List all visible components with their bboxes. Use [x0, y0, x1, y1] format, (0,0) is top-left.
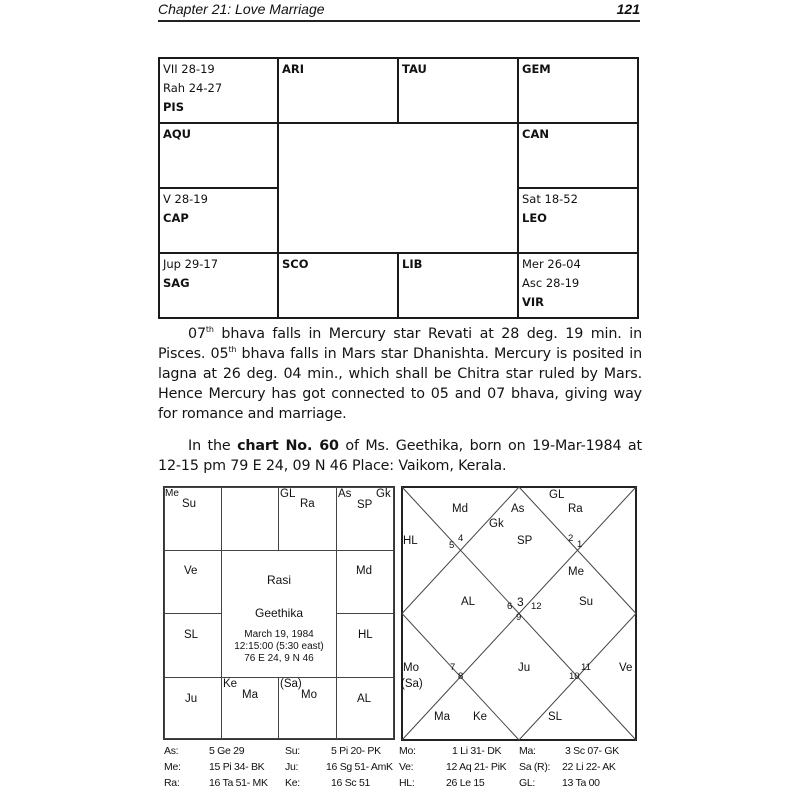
- rasi-house-cap: [164, 613, 222, 678]
- cell-vir: [517, 252, 639, 319]
- rasi-house-lib: [278, 677, 337, 739]
- planet-value: 22 Li 22- AK: [562, 761, 616, 773]
- sign-label: CAP: [163, 211, 189, 225]
- sign-label: CAN: [522, 127, 549, 141]
- house-number: 10: [569, 671, 580, 682]
- planet-label: (Sa): [280, 678, 302, 690]
- rasi-house-aqu: [164, 550, 222, 614]
- planet-label: HL: [403, 535, 418, 547]
- birth-coords: 76 E 24, 9 N 46: [244, 653, 314, 664]
- planet-label: Ma: [434, 711, 450, 723]
- chapter-title: Chapter 21: Love Marriage: [158, 1, 325, 17]
- planet-label: (Sa): [401, 678, 423, 690]
- planet-label: As: [511, 503, 525, 515]
- planet-label: Gk: [489, 518, 504, 530]
- planet-label: Ve: [619, 662, 633, 674]
- house-number: 11: [581, 662, 591, 673]
- planet-value: 5 Ge 29: [209, 745, 245, 757]
- house-number: 8: [458, 671, 464, 682]
- planet-label: SL: [184, 629, 199, 641]
- cell-aqu: [158, 122, 279, 189]
- rasi-house-pis: [164, 487, 222, 551]
- planet-label: Ju: [518, 662, 531, 674]
- planet-label: Ra: [300, 498, 315, 510]
- planet-value: 3 Sc 07- GK: [565, 745, 619, 757]
- rasi-house-sag: [164, 677, 222, 739]
- text: of Ms. Geethika, born on 19-Mar-1984 at 12-15 pm 79 E 24, 09 N 46 Place: Vaikom, Kerala.: [158, 438, 642, 474]
- house-number: 12: [531, 601, 542, 612]
- house-number: 9: [516, 612, 522, 623]
- cell-tau: [397, 57, 519, 124]
- planet-value: 26 Le 15: [446, 777, 485, 789]
- rasi-house-tau: [278, 487, 337, 551]
- planet-key: Ra:: [164, 777, 180, 789]
- body-paragraph-1: [158, 324, 642, 424]
- planet-value: 1 Li 31- DK: [452, 745, 502, 757]
- planet-value: 16 Sc 51: [331, 777, 371, 789]
- planet-label: GL: [280, 488, 296, 500]
- cell-line: Mer 26-04: [522, 257, 581, 271]
- planet-key: Sa (R):: [519, 761, 551, 773]
- house-number: 7: [450, 662, 456, 673]
- planet-label: Ma: [242, 689, 258, 701]
- sign-label: AQU: [163, 127, 192, 141]
- planet-label: Ju: [185, 693, 198, 705]
- cell-leo: [517, 187, 639, 254]
- planet-label: Ve: [184, 565, 198, 577]
- planet-label: Mo: [301, 689, 317, 701]
- planet-label: HL: [358, 629, 373, 641]
- cell-line: Sat 18-52: [522, 192, 578, 206]
- planet-label: Ke: [473, 711, 488, 723]
- cell-line: V 28-19: [163, 192, 208, 206]
- sign-label: PIS: [163, 100, 184, 114]
- planet-label: AL: [357, 693, 372, 705]
- text: 05: [210, 346, 229, 362]
- planet-key: Su:: [285, 745, 300, 757]
- planet-key: Mo:: [399, 745, 416, 757]
- sign-label: SAG: [163, 276, 190, 290]
- planet-label: SP: [357, 499, 373, 511]
- cell-line: Rah 24-27: [163, 81, 223, 95]
- sign-label: LEO: [522, 211, 547, 225]
- planet-label: SP: [517, 535, 533, 547]
- rasi-house-vir: [336, 677, 394, 739]
- cell-gem: [517, 57, 639, 124]
- planet-key: Ve:: [399, 761, 414, 773]
- house-number: 4: [458, 533, 464, 544]
- planet-value: 13 Ta 00: [562, 777, 600, 789]
- text: bhava falls in Mercury star Revati at 28 deg. 19 min. in Pisces.: [158, 326, 642, 362]
- cell-line: Jup 29-17: [163, 257, 219, 271]
- planet-label: Su: [579, 596, 594, 608]
- cell-can: [517, 122, 639, 189]
- planet-label: Md: [356, 565, 372, 577]
- planet-key: HL:: [399, 777, 415, 789]
- house-number: 5: [449, 540, 455, 551]
- chart-reference: chart No. 60: [237, 438, 339, 454]
- planet-label: SL: [548, 711, 563, 723]
- superscript: th: [205, 325, 214, 334]
- sign-label: GEM: [522, 62, 551, 76]
- superscript: th: [228, 345, 237, 354]
- planet-key: As:: [164, 745, 179, 757]
- rasi-house-gem: [336, 487, 394, 551]
- chart-title: Rasi: [266, 573, 291, 587]
- chart-center: [277, 122, 519, 254]
- planet-label: Ke: [223, 678, 238, 690]
- north-style-chart: [401, 486, 637, 741]
- body-paragraph-2: [158, 436, 642, 476]
- house-number: 1: [577, 539, 583, 550]
- cell-sco: [277, 252, 399, 319]
- sign-label: SCO: [282, 257, 309, 271]
- sign-label: VIR: [522, 295, 545, 309]
- planet-label: GL: [549, 489, 565, 501]
- cell-ari: [277, 57, 399, 124]
- planet-value: 5 Pi 20- PK: [331, 745, 381, 757]
- text: bhava falls in Mars star Dhanishta. Mercury is posited in lagna at 26 deg. 04 min., which shall be Chitra star ruled by Mars. Hence Mercury has got connected to 05 and 07 bhava, giving way for romance and marriage.: [158, 346, 642, 422]
- house-number: 6: [507, 601, 513, 612]
- house-number: 3: [517, 595, 524, 609]
- planet-key: Ju:: [285, 761, 299, 773]
- chart-table-1: [158, 57, 639, 319]
- planet-key: Me:: [164, 761, 181, 773]
- planet-key: Ma:: [519, 745, 536, 757]
- cell-line: Asc 28-19: [522, 276, 580, 290]
- sign-label: LIB: [402, 257, 423, 271]
- rasi-house-sco: [221, 677, 279, 739]
- rasi-house-leo: [336, 613, 394, 678]
- native-name: Geethika: [254, 606, 304, 620]
- planet-label: Me: [568, 566, 584, 578]
- planet-value: 16 Sg 51- AmK: [326, 761, 393, 773]
- cell-line: VII 28-19: [163, 62, 215, 76]
- page-number: 121: [616, 1, 640, 17]
- sign-label: TAU: [402, 62, 427, 76]
- sign-label: ARI: [282, 62, 305, 76]
- birth-time: 12:15:00 (5:30 east): [234, 641, 324, 652]
- page-header: [158, 0, 640, 22]
- rasi-chart: [163, 486, 395, 740]
- planet-label: Mo: [403, 662, 419, 674]
- planet-label: Me: [165, 488, 179, 499]
- cell-pis: [158, 57, 279, 124]
- text: 07: [188, 326, 206, 342]
- planet-label: As: [338, 488, 352, 500]
- planet-label: AL: [461, 596, 476, 608]
- text: In the: [188, 438, 238, 454]
- planet-key: GL:: [519, 777, 536, 789]
- cell-cap: [158, 187, 279, 254]
- house-number: 2: [568, 533, 574, 544]
- birth-date: March 19, 1984: [244, 629, 314, 640]
- planet-key: Ke:: [285, 777, 300, 789]
- planet-label: Su: [182, 498, 197, 510]
- rasi-center: [221, 550, 337, 678]
- planet-label: Md: [452, 503, 468, 515]
- planet-label: Ra: [568, 503, 583, 515]
- cell-lib: [397, 252, 519, 319]
- cell-sag: [158, 252, 279, 319]
- rasi-house-can: [336, 550, 394, 614]
- planet-label: Gk: [376, 488, 391, 500]
- planet-value: 16 Ta 51- MK: [209, 777, 268, 789]
- rasi-house-ari: [221, 487, 279, 551]
- planet-value: 15 Pi 34- BK: [209, 761, 265, 773]
- planet-value: 12 Aq 21- PiK: [446, 761, 507, 773]
